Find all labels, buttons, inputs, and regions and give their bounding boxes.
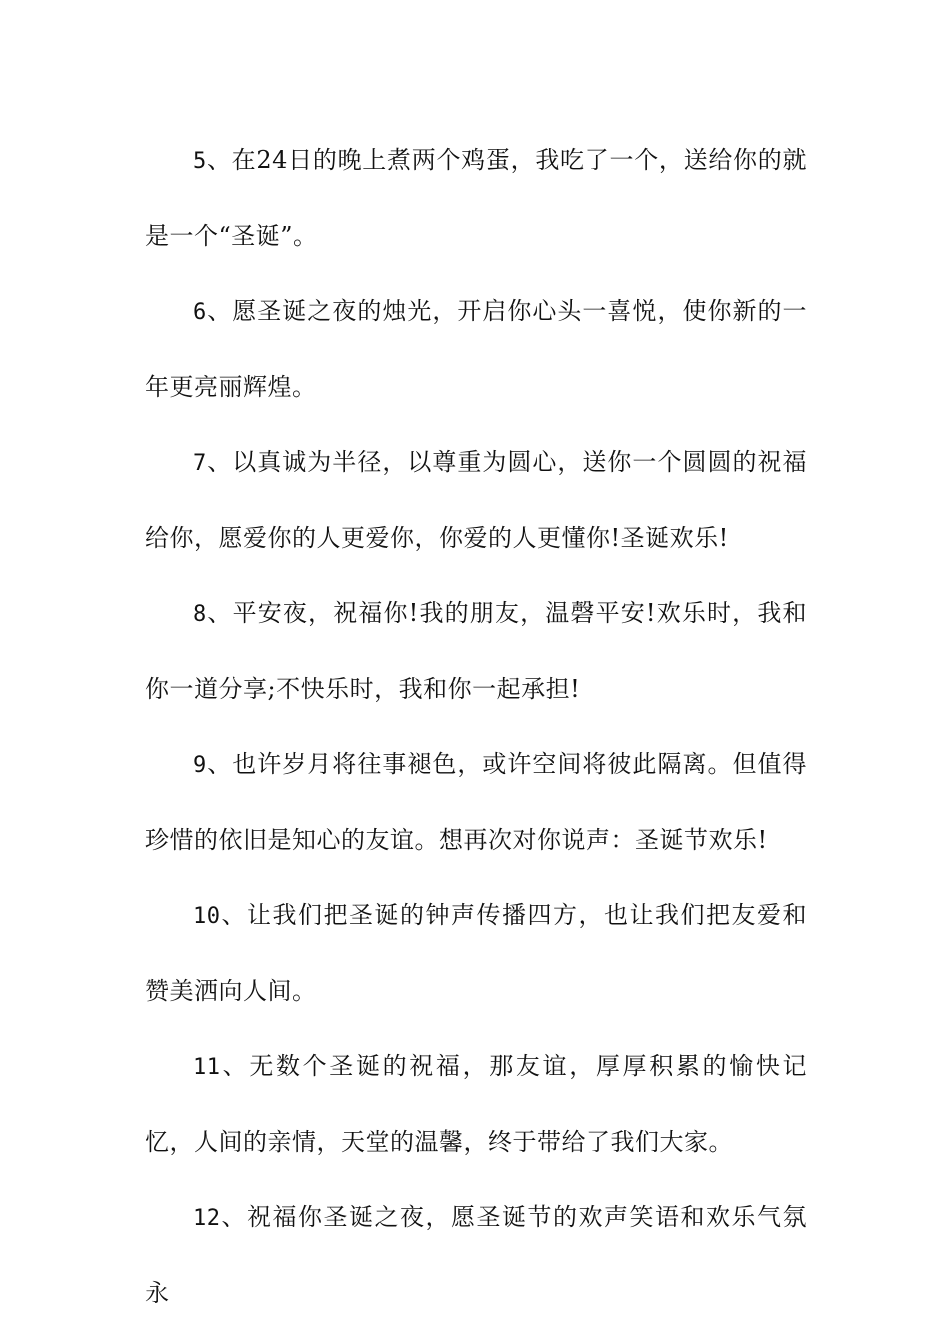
paragraph-number: 12 xyxy=(193,1206,221,1231)
paragraph-number: 8 xyxy=(193,602,207,627)
paragraph-number: 5 xyxy=(193,149,207,174)
paragraph-text: 、无数个圣诞的祝福，那友谊，厚厚积累的愉快记忆，人间的亲情，天堂的温馨，终于带给了我们大家。 xyxy=(145,1052,807,1156)
paragraph-5 xyxy=(145,123,807,274)
paragraph-7 xyxy=(145,425,807,576)
paragraph-text: 、平安夜，祝福你!我的朋友，温磬平安!欢乐时，我和你一道分享;不快乐时，我和你一起承担! xyxy=(145,599,807,703)
paragraph-number: 11 xyxy=(193,1055,221,1080)
paragraph-number: 9 xyxy=(193,753,207,778)
paragraph-text: 、也许岁月将往事褪色，或许空间将彼此隔离。但值得珍惜的依旧是知心的友谊。想再次对你说声：圣诞节欢乐! xyxy=(145,750,807,854)
paragraph-number: 6 xyxy=(193,300,207,325)
paragraph-11 xyxy=(145,1029,807,1180)
paragraph-12 xyxy=(145,1180,807,1331)
paragraph-6 xyxy=(145,274,807,425)
paragraph-text: 、祝福你圣诞之夜，愿圣诞节的欢声笑语和欢乐气氛永 xyxy=(145,1203,807,1307)
paragraph-text: 、以真诚为半径，以尊重为圆心，送你一个圆圆的祝福给你，愿爱你的人更爱你，你爱的人更懂你!圣诞欢乐! xyxy=(145,448,807,552)
paragraph-text: 、让我们把圣诞的钟声传播四方，也让我们把友爱和赞美洒向人间。 xyxy=(145,901,807,1005)
paragraph-10 xyxy=(145,878,807,1029)
paragraph-text: 、在24日的晚上煮两个鸡蛋，我吃了一个，送给你的就是一个“圣诞”。 xyxy=(145,146,807,250)
document-body xyxy=(145,123,807,1331)
paragraph-9 xyxy=(145,727,807,878)
paragraph-8 xyxy=(145,576,807,727)
paragraph-text: 、愿圣诞之夜的烛光，开启你心头一喜悦，使你新的一年更亮丽辉煌。 xyxy=(145,297,807,401)
paragraph-number: 7 xyxy=(193,451,207,476)
paragraph-number: 10 xyxy=(193,904,221,929)
